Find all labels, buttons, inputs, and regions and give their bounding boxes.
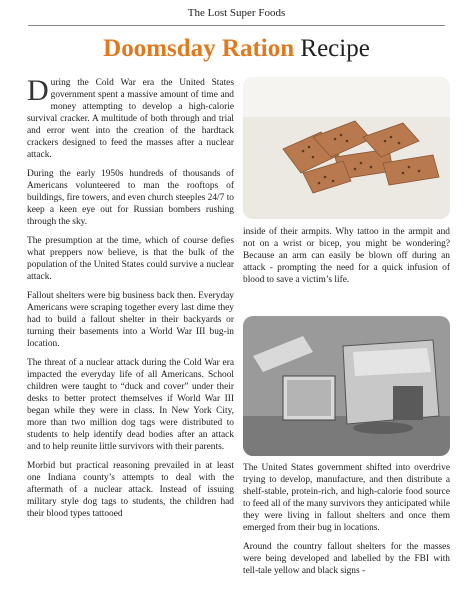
page-title	[0, 33, 473, 65]
crackers-photo-icon	[243, 77, 450, 219]
title-plain: Recipe	[294, 35, 370, 62]
paragraph-armpit: inside of their armpits. Why tattoo in the armpit and not on a wrist or bicep, you might be wondering? Because an arm can easily be blown off during an attack - prompting the need for a quick infusion of blood to save a victim’s life.	[243, 227, 450, 285]
paragraph-duck-and-cover: The threat of a nuclear attack during the Cold War era impacted the everyday life of all Americans. School children were taught to “duck and cover” under their desks to better protect themselves if World War III began while they were in class. In New York City, more than two million dog tags were distributed to students to help identify dead bodies after an attack and to help reunite little survivors with their parents.	[27, 358, 234, 452]
paragraph-indiana: Morbid but practical reasoning prevailed in at least one Indiana county’s attempts to deal with the aftermath of a nuclear attack. Instead of issuing military style dog tags to students, the children had their blood types tattooed	[27, 461, 234, 519]
title-accent: Doomsday Ration	[103, 35, 295, 62]
right-column-bottom	[243, 462, 450, 584]
paragraph-fallout-shelters: Fallout shelters were big business back then. Everyday Americans were scraping together every last dime they had to build a fallout shelter in their backyards or turning their basements into a World War III bug-in location.	[27, 291, 234, 349]
right-column-top	[243, 226, 450, 293]
ration-tin-photo	[243, 316, 450, 456]
paragraph-fbi-signs: Around the country fallout shelters for the masses were being developed and labelled by the FBI with tell-tale yellow and black signs -	[243, 542, 450, 576]
header-rule	[28, 25, 445, 26]
paragraph-presumption: The presumption at the time, which of course defies what preppers now believe, is that the bulk of the population of the United States could survive a nuclear attack.	[27, 236, 234, 282]
paragraph-intro-text: uring the Cold War era the United States government spent a massive amount of time and money attempting to develop a high-calorie survival cracker. A multitude of both through and trial and error went into the creation of the hardtack crackers designed to feed the masses after a nuclear attack.	[27, 78, 234, 160]
paragraph-government: The United States government shifted into overdrive trying to develop, manufacture, and then distribute a shelf-stable, protein-rich, and high-calorie food source to feed all of the many survivors they anticipated while they were living in fallout shelters and once them emerged from their bug in locations.	[243, 463, 450, 533]
left-column	[27, 74, 234, 527]
ration-tin-photo-icon	[243, 316, 450, 456]
drop-cap: D	[27, 74, 49, 107]
running-head: The Lost Super Foods	[187, 7, 286, 19]
paragraph-volunteers: During the early 1950s hundreds of thousands of Americans volunteered to man the rooftops of buildings, fire towers, and even church steeples 24/7 to keep a keen eye out for Russian bombers rushing through the sky.	[27, 169, 234, 227]
paragraph-intro	[27, 74, 234, 161]
crackers-photo	[243, 77, 450, 219]
